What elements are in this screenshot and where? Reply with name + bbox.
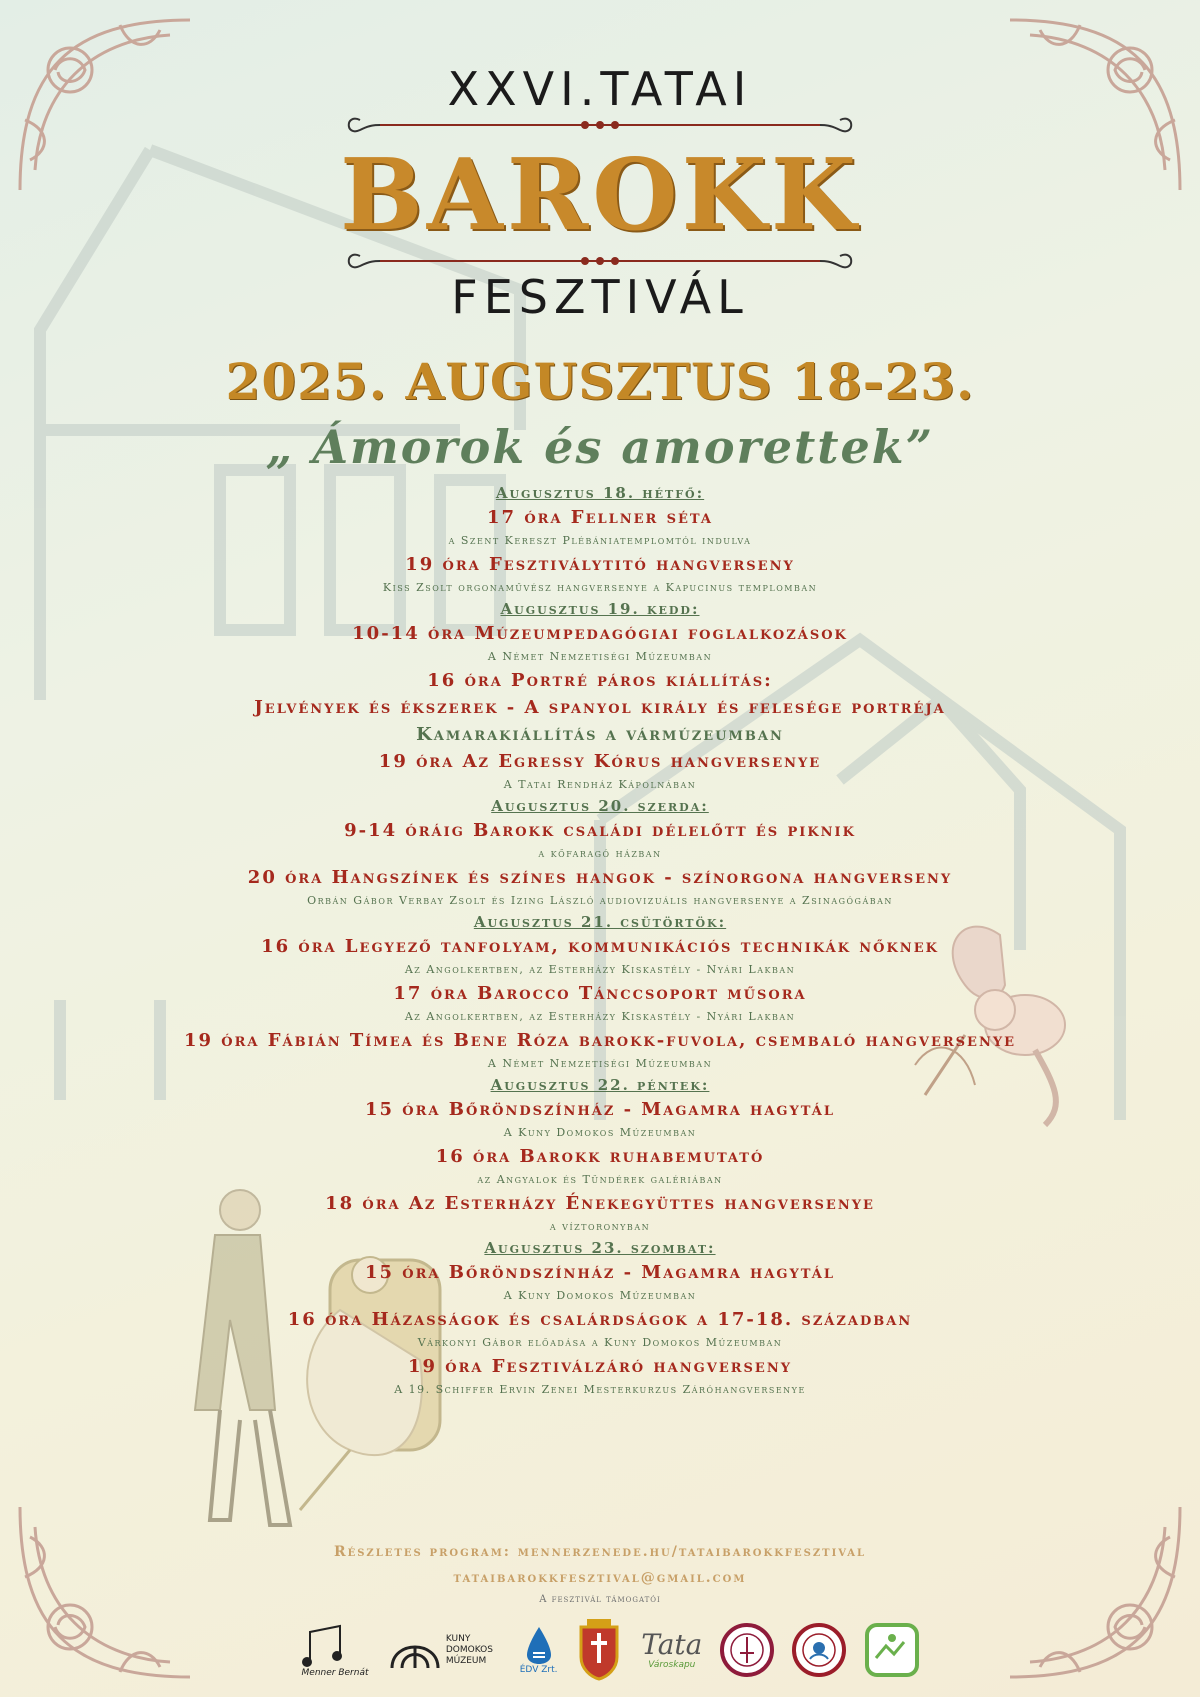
- event-title: 19 óra Fábián Tímea és Bene Róza barokk-fuvola, csembaló hangversenye: [183, 1030, 1017, 1051]
- tata-coat-of-arms: [575, 1618, 623, 1682]
- event-title: 10-14 óra Múzeumpedagógiai foglalkozások: [352, 623, 848, 644]
- event-location: A 19. Schiffer Ervin Zenei Mesterkurzus Záróhangversenye: [394, 1383, 806, 1396]
- event-title: 9-14 óráig Barokk családi délelőtt és piknik: [344, 820, 856, 841]
- water-drop-icon: [524, 1625, 554, 1665]
- event-title: 15 óra Bőröndszínház - Magamra hagytál: [364, 1262, 835, 1283]
- event-title: 19 óra Az Egressy Kórus hangversenye: [378, 751, 822, 772]
- day-heading: Augusztus 18. hétfő:: [495, 484, 705, 502]
- event-title: 19 óra Fesztiválytitó hangverseny: [405, 554, 795, 575]
- edv-logo-text: ÉDV Zrt.: [519, 1664, 558, 1675]
- program-list: [0, 482, 1200, 1400]
- green-badge-logo: [864, 1618, 920, 1682]
- festival-motto: „ Ámorok és amorettek”: [265, 420, 935, 474]
- round-emblem-icon: [792, 1623, 846, 1677]
- event-location: A Német Nemzetiségi Múzeumban: [487, 650, 713, 663]
- green-badge-icon: [864, 1622, 920, 1678]
- kuny-arch-icon: [388, 1630, 442, 1670]
- menner-logo-text: Menner Bernát: [301, 1667, 369, 1678]
- event-location: A Tatai Rendház Kápolnában: [503, 778, 697, 791]
- day-heading: Augusztus 20. szerda:: [491, 797, 709, 815]
- event-title: Jelvények és ékszerek - A spanyol király és felesége portréja: [254, 697, 946, 718]
- sponsor-logos: [300, 1615, 920, 1685]
- program-details-link[interactable]: Részletes program: mennerzenede.hu/tataibarokkfesztival: [333, 1544, 867, 1560]
- event-location: a Szent Kereszt Plébániatemplomtól indulva: [448, 534, 752, 547]
- event-location: az Angyalok és Tündérek galériában: [477, 1173, 723, 1186]
- event-title: 17 óra Barocco Tánccsoport műsora: [393, 983, 807, 1004]
- contact-email-link[interactable]: tataibarokkfesztival@gmail.com: [453, 1570, 747, 1586]
- tata-varoskapu-logo: [641, 1618, 702, 1682]
- event-location: a víztoronyban: [549, 1220, 651, 1233]
- event-location: A Kuny Domokos Múzeumban: [503, 1289, 697, 1302]
- event-location: Az Angolkertben, az Esterházy Kiskastély - Nyári Lakban: [404, 963, 796, 976]
- event-location: Az Angolkertben, az Esterházy Kiskastély - Nyári Lakban: [404, 1010, 796, 1023]
- round-emblem-logo-1: [720, 1618, 774, 1682]
- event-title: 17 óra Fellner séta: [487, 507, 713, 528]
- day-heading: Augusztus 19. kedd:: [500, 600, 700, 618]
- day-heading: Augusztus 21. csütörtök:: [473, 913, 727, 931]
- event-location: A Kuny Domokos Múzeumban: [503, 1126, 697, 1139]
- tata-logo-subtext: Városkapu: [648, 1659, 696, 1670]
- event-location: A Német Nemzetiségi Múzeumban: [487, 1057, 713, 1070]
- event-title: 15 óra Bőröndszínház - Magamra hagytál: [364, 1099, 835, 1120]
- event-title: Kamarakiállítás a vármúzeumban: [416, 724, 784, 745]
- day-heading: Augusztus 22. péntek:: [490, 1076, 710, 1094]
- event-title: 16 óra Barokk ruhabemutató: [435, 1146, 765, 1167]
- event-title: 20 óra Hangszínek és színes hangok - színorgona hangverseny: [247, 867, 953, 888]
- round-emblem-logo-2: [792, 1618, 846, 1682]
- kuny-museum-logo: [388, 1618, 502, 1682]
- menner-logo: [300, 1618, 370, 1682]
- event-title: 19 óra Fesztiválzáró hangverseny: [407, 1356, 792, 1377]
- corner-ornament-bottom-right: [1000, 1497, 1190, 1687]
- post-title: FESZTIVÁL: [451, 270, 749, 324]
- festival-dates: 2025. AUGUSZTUS 18-23.: [225, 352, 975, 411]
- festival-title: BAROKK: [339, 138, 861, 253]
- event-location: Várkonyi Gábor előadása a Kuny Domokos Múzeumban: [417, 1336, 783, 1349]
- event-title: 16 óra Házasságok és csalárdságok a 17-18. században: [287, 1309, 913, 1330]
- round-emblem-icon: [720, 1623, 774, 1677]
- event-title: 16 óra Legyező tanfolyam, kommunikációs technikák nőknek: [261, 936, 939, 957]
- coat-of-arms-icon: [575, 1619, 623, 1681]
- menner-music-icon: [300, 1622, 370, 1668]
- event-title: 16 óra Portré páros kiállítás:: [427, 670, 773, 691]
- edv-logo: [520, 1618, 558, 1682]
- event-location: Orbán Gábor Verbay Zsolt és Izing László audiovizuális hangversenye a Zsinagógában: [307, 894, 893, 907]
- pre-title: XXVI.TATAI: [447, 62, 753, 116]
- kuny-logo-text: KUNY DOMOKOS MÚZEUM: [445, 1633, 493, 1666]
- day-heading: Augusztus 23. szombat:: [484, 1239, 716, 1257]
- tata-logo-text: Tata: [641, 1627, 703, 1661]
- event-title: 18 óra Az Esterházy Énekegyüttes hangversenye: [325, 1193, 875, 1214]
- divider-ornament-top: [340, 108, 860, 142]
- supporters-label: A fesztivál támogatói: [539, 1594, 661, 1605]
- event-location: a kőfaragó házban: [538, 847, 662, 860]
- event-location: Kiss Zsolt orgonaművész hangversenye a Kapucinus templomban: [382, 581, 818, 594]
